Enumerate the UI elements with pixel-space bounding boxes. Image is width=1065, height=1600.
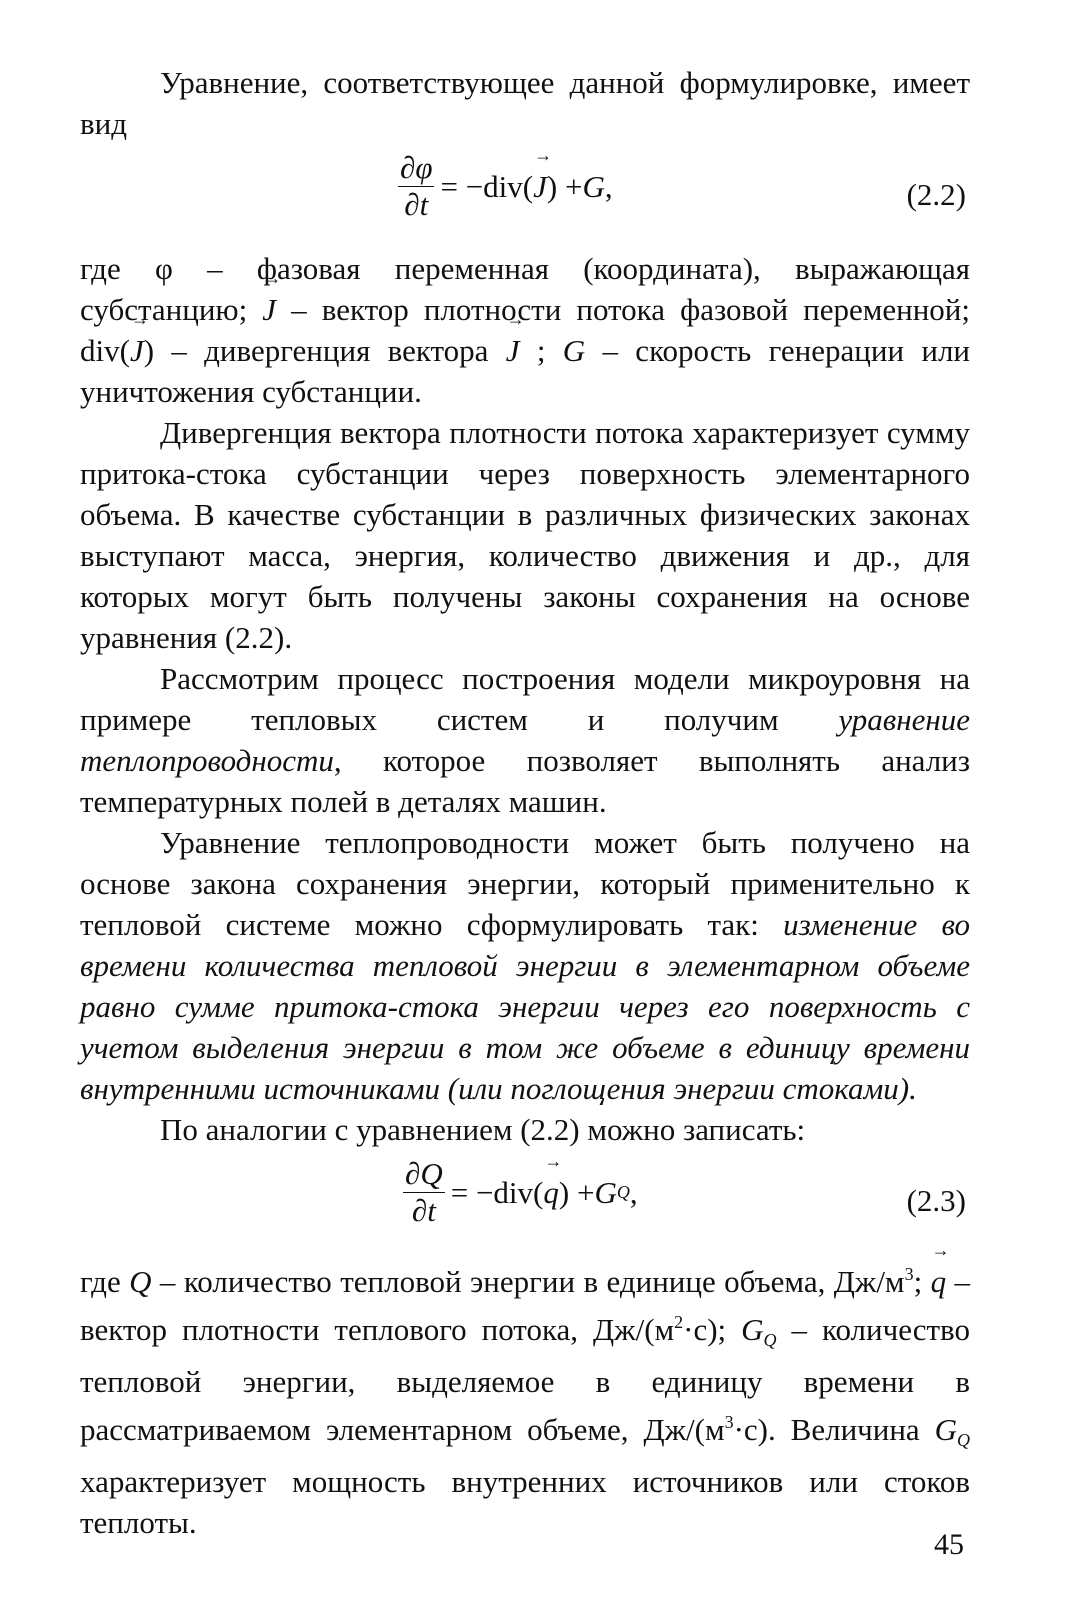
- text-run: где φ – фазовая переменная (координата), выражающая субстанцию;: [80, 251, 970, 327]
- vector-j: → J: [506, 330, 520, 371]
- text-run: – скорость генерации или уничтожения субстанции.: [80, 333, 971, 409]
- page-body: [80, 62, 970, 1543]
- paragraph-intro-text: Уравнение, соответствующее данной формулировке, имеет вид: [80, 65, 970, 141]
- vector-q: → q: [543, 1172, 559, 1213]
- equation-rhs-part: = −div(: [440, 169, 534, 204]
- text-run: – количество тепловой энергии, выделяемое в единицу времени в рассматриваемом элементарном объеме, Дж/(м: [80, 1312, 970, 1447]
- paragraph-divergence: [80, 412, 970, 658]
- equation-2-3: [80, 1150, 970, 1254]
- fraction-numerator: ∂φ: [400, 150, 433, 185]
- fraction-numerator: ∂Q: [405, 1156, 443, 1191]
- equation-2-2: [80, 144, 970, 248]
- symbol-g: G: [934, 1412, 958, 1447]
- vector-j: → J: [262, 289, 276, 330]
- text-run: ;: [519, 333, 563, 368]
- paragraph-energy-law: [80, 822, 970, 1109]
- equation-rhs-part: = −div(: [450, 1175, 544, 1210]
- text-run: Рассмотрим процесс построения модели микроуровня на примере тепловых систем и получим: [80, 661, 970, 737]
- subscript-q: Q: [616, 1182, 630, 1202]
- paragraph-heat-model: [80, 658, 970, 822]
- paragraph-analogy: [80, 1109, 970, 1150]
- text-run: ) – дивергенция вектора: [143, 333, 506, 368]
- symbol-g: G: [562, 333, 586, 368]
- symbol-q: Q: [129, 1264, 152, 1299]
- equation-2-2-body: [398, 150, 613, 223]
- text-run: Дивергенция вектора плотности потока характеризует сумму притока-стока субстанции через поверхность элементарного объема. В качестве субстанции в различных физических законах выступают масса, энергия, количество движения и др., для которых могут быть получены законы сохранения на основе уравнения (2.2).: [80, 415, 970, 655]
- text-run: характеризует мощность внутренних источников или стоков теплоты.: [80, 1464, 970, 1540]
- equation-rhs-part: ) +: [558, 1175, 595, 1210]
- subscript-q: Q: [957, 1430, 971, 1450]
- fraction-denominator: ∂t: [404, 187, 429, 222]
- text-run: – количество тепловой энергии в единице объема, Дж/м: [151, 1264, 905, 1299]
- page-number: 45: [934, 1528, 964, 1561]
- text-run: – вектор плотности теплового потока, Дж/(м: [80, 1264, 970, 1347]
- symbol-g: G: [594, 1175, 617, 1210]
- text-run: По аналогии с уравнением (2.2) можно записать:: [160, 1112, 806, 1147]
- symbol-g: G: [582, 169, 605, 204]
- paragraph-definitions: [80, 248, 970, 412]
- paragraph-heat-definitions: [80, 1254, 970, 1543]
- text-run: – вектор плотности потока фазовой переменной; div(: [80, 292, 970, 368]
- text-run: ;: [913, 1264, 931, 1299]
- superscript: 3: [724, 1412, 734, 1432]
- equation-2-3-body: [403, 1156, 638, 1229]
- vector-j: → J: [533, 166, 547, 207]
- symbol-g: G: [741, 1312, 764, 1347]
- equation-2-3-fraction: [403, 1156, 445, 1229]
- text-run: где: [80, 1264, 130, 1299]
- text-run: Уравнение теплопроводности может быть получено на основе закона сохранения энергии, который применительно к тепловой системе можно сформулировать так:: [80, 825, 970, 942]
- superscript: 3: [904, 1264, 914, 1284]
- equation-2-2-fraction: [398, 150, 434, 223]
- equation-tail: ,: [604, 169, 613, 204]
- term-heat-equation: уравнение теплопроводности: [80, 702, 970, 778]
- superscript: 2: [674, 1312, 684, 1332]
- fraction-denominator: ∂t: [411, 1193, 436, 1228]
- equation-number: (2.2): [906, 177, 966, 212]
- paragraph-intro: [80, 62, 970, 144]
- equation-number: (2.3): [906, 1183, 966, 1218]
- energy-law-statement: изменение во времени количества тепловой энергии в элементарном объеме равно сумме притока-стока энергии через его поверхность с учетом выделения энергии в том же объеме в единицу времени внутренними источниками (или поглощения энергии стоками).: [80, 907, 970, 1106]
- vector-q: → q: [931, 1261, 947, 1302]
- equation-rhs-part: ) +: [546, 169, 583, 204]
- text-run: ·с);: [683, 1312, 742, 1347]
- equation-tail: ,: [629, 1175, 638, 1210]
- vector-j: → J: [130, 330, 144, 371]
- subscript-q: Q: [763, 1330, 777, 1350]
- text-run: , которое позволяет выполнять анализ температурных полей в деталях машин.: [80, 743, 970, 819]
- text-run: ·с). Величина: [733, 1412, 935, 1447]
